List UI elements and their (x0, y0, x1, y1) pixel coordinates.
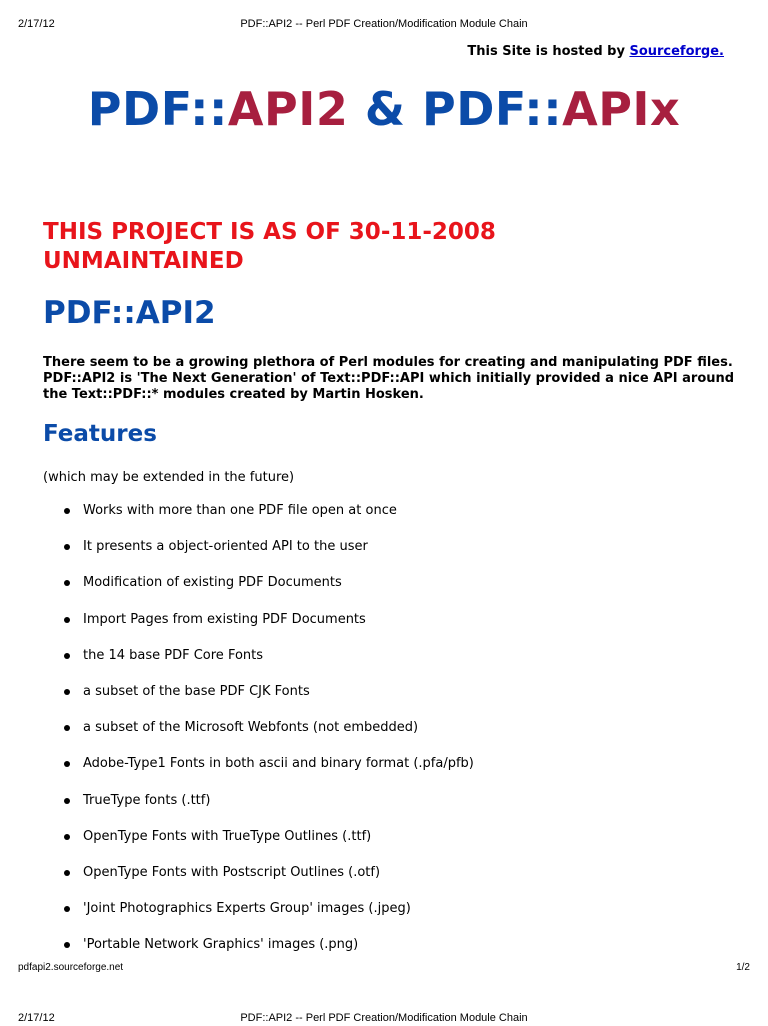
list-item (61, 720, 474, 756)
features-list (61, 503, 474, 973)
list-item (61, 756, 474, 792)
print-page-title: PDF::API2 -- Perl PDF Creation/Modification Module Chain (240, 1012, 528, 1024)
feature-text: a subset of the Microsoft Webfonts (not embedded) (83, 720, 419, 736)
banner-part-and-pdf: & PDF:: (348, 82, 563, 136)
print-date: 2/17/12 (18, 1012, 55, 1024)
feature-text: OpenType Fonts with TrueType Outlines (.ttf) (83, 828, 372, 844)
list-item (61, 575, 474, 611)
list-item (61, 503, 474, 539)
intro-paragraph (43, 355, 743, 403)
print-header (18, 18, 750, 32)
bullet-icon (64, 942, 70, 948)
bullet-icon (64, 689, 70, 695)
page-number: 1/2 (736, 962, 750, 973)
feature-text: 'Joint Photographics Experts Group' images (.jpeg) (83, 901, 411, 917)
bullet-icon (64, 870, 70, 876)
intro-line: There seem to be a growing plethora of Perl modules for creating and manipulating PDF files. (43, 355, 733, 370)
banner-part-api2: API2 (227, 82, 349, 136)
site-banner (0, 82, 768, 136)
hosted-by-text: This Site is hosted by (467, 44, 630, 59)
print-date: 2/17/12 (18, 18, 55, 30)
features-heading: Features (43, 421, 157, 447)
notice-line: THIS PROJECT IS AS OF 30-11-2008 (43, 219, 496, 245)
feature-text: the 14 base PDF Core Fonts (83, 647, 264, 663)
intro-line: the Text::PDF::* modules created by Martin Hosken. (43, 387, 424, 402)
hosted-by-notice (467, 44, 724, 59)
list-item (61, 539, 474, 575)
bullet-icon (64, 725, 70, 731)
bullet-icon (64, 906, 70, 912)
feature-text: 'Portable Network Graphics' images (.png) (83, 937, 359, 953)
list-item (61, 901, 474, 937)
features-note: (which may be extended in the future) (43, 470, 295, 485)
banner-part-pdf: PDF:: (87, 82, 228, 136)
bullet-icon (64, 761, 70, 767)
feature-text: It presents a object-oriented API to the user (83, 539, 368, 555)
notice-line: UNMAINTAINED (43, 248, 244, 274)
bullet-icon (64, 653, 70, 659)
list-item (61, 793, 474, 829)
bullet-icon (64, 580, 70, 586)
feature-text: OpenType Fonts with Postscript Outlines (.otf) (83, 864, 381, 880)
intro-line: PDF::API2 is 'The Next Generation' of Text::PDF::API which initially provided a nice API around (43, 371, 735, 386)
bullet-icon (64, 798, 70, 804)
feature-text: Adobe-Type1 Fonts in both ascii and binary format (.pfa/pfb) (83, 756, 474, 772)
section-title: PDF::API2 (43, 295, 216, 331)
feature-text: TrueType fonts (.ttf) (83, 792, 211, 808)
list-item (61, 648, 474, 684)
bullet-icon (64, 617, 70, 623)
list-item (61, 865, 474, 901)
print-page-title: PDF::API2 -- Perl PDF Creation/Modification Module Chain (240, 18, 528, 30)
list-item (61, 684, 474, 720)
banner-part-apix: APIx (562, 82, 681, 136)
feature-text: a subset of the base PDF CJK Fonts (83, 683, 310, 699)
footer-url: pdfapi2.sourceforge.net (18, 962, 124, 973)
list-item (61, 829, 474, 865)
list-item (61, 612, 474, 648)
bullet-icon (64, 834, 70, 840)
sourceforge-link[interactable]: Sourceforge. (629, 44, 724, 59)
feature-text: Modification of existing PDF Documents (83, 575, 342, 591)
feature-text: Import Pages from existing PDF Documents (83, 611, 366, 627)
bullet-icon (64, 508, 70, 514)
bullet-icon (64, 544, 70, 550)
feature-text: Works with more than one PDF file open at once (83, 503, 397, 518)
unmaintained-notice (43, 218, 663, 276)
